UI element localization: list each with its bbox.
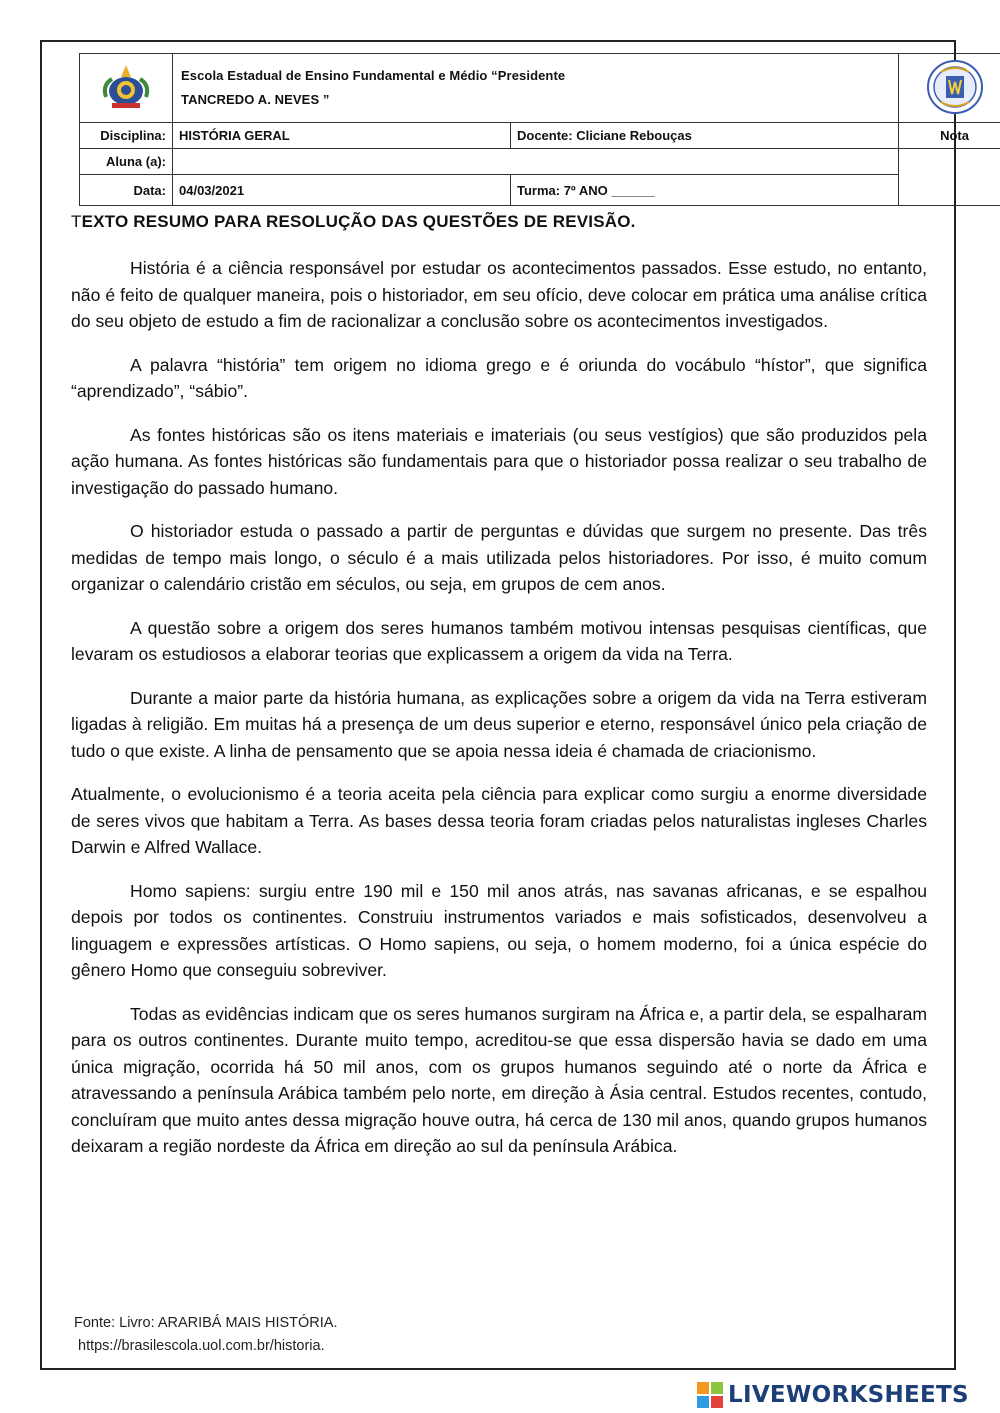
data-value: 04/03/2021 bbox=[173, 175, 511, 206]
aluna-label: Aluna (a): bbox=[80, 149, 173, 175]
source-citation bbox=[74, 1312, 338, 1358]
title-rest: EXTO RESUMO PARA RESOLUÇÃO DAS QUESTÕES DE REVISÃO. bbox=[81, 212, 636, 231]
source-url[interactable]: https://brasilescola.uol.com.br/historia. bbox=[78, 1338, 325, 1354]
paragraph-africa-migracao: Todas as evidências indicam que os seres humanos surgiram na África e, a partir dela, se espalharam para os outros continentes. Durante muito tempo, acreditou-se que essa dispersão havia se dado em uma única migração, ocorrida há 50 mil anos, com os grupos humanos seguindo até o norte da África e atravessando a península Arábica também pelo norte, em direção à Ásia central. Estudos recentes, contudo, concluíram que muito antes dessa migração houve outra, há cerca de 130 mil anos, quando grupos humanos deixaram a região nordeste da África em direção ao sul da península Arábica. bbox=[71, 1003, 928, 1156]
paragraph-fontes-historicas: As fontes históricas são os itens materiais e imateriais (ou seus vestígios) que são produzidos pela ação humana. As fontes históricas são fundamentais para que o historiador possa realizar o seu trabalho de investigação do passado humano. bbox=[71, 424, 927, 498]
nota-field[interactable] bbox=[899, 149, 1000, 206]
school-seal-icon bbox=[923, 58, 987, 116]
paragraph-evolucionismo: Atualmente, o evolucionismo é a teoria aceita pela ciência para explicar como surgiu a enorme diversidade de seres vivos que habitam a Terra. As bases dessa teoria foram criadas pelos naturalistas ingleses Charles Darwin e Alfred Wallace. bbox=[71, 784, 927, 857]
liveworksheets-logo-icon bbox=[697, 1382, 723, 1408]
aluna-field[interactable] bbox=[173, 149, 899, 175]
disciplina-label: Disciplina: bbox=[80, 123, 173, 149]
state-emblem-icon bbox=[100, 61, 152, 113]
docente-field: Docente: Cliciane Rebouças bbox=[511, 123, 899, 149]
state-emblem-cell bbox=[80, 54, 173, 123]
liveworksheets-watermark bbox=[697, 1381, 969, 1409]
paragraph-historiador: O historiador estuda o passado a partir de perguntas e dúvidas que surgem no presente. Das três medidas de tempo mais longo, o século é a mais utilizada pelos historiadores. Por isso, é muito comum organizar o calendário cristão em séculos, ou seja, em grupos de cem anos. bbox=[71, 521, 927, 594]
data-label: Data: bbox=[80, 175, 173, 206]
document-body bbox=[71, 255, 927, 1177]
paragraph-palavra-historia: A palavra “história” tem origem no idioma grego e é oriunda do vocábulo “hístor”, que significa “aprendizado”, “sábio”. bbox=[71, 354, 927, 401]
paragraph-criacionismo: Durante a maior parte da história humana, as explicações sobre a origem da vida na Terra estiveram ligadas à religião. Em muitas há a presença de um deus superior e eterno, responsável único pela criação de tudo o que existe. A linha de pensamento que se apoia nessa ideia é chamada de criacionismo. bbox=[71, 687, 927, 761]
source-book: Fonte: Livro: ARARIBÁ MAIS HISTÓRIA. bbox=[74, 1315, 338, 1331]
turma-field: Turma: 7º ANO ______ bbox=[511, 175, 899, 206]
liveworksheets-brand: LIVEWORKSHEETS bbox=[728, 1382, 969, 1408]
paragraph-homo-sapiens: Homo sapiens: surgiu entre 190 mil e 150 mil anos atrás, nas savanas africanas, e se espalhou depois por todos os continentes. Construiu instrumentos variados e mais sofisticados, desenvolveu a linguagem e expressões artísticas. O Homo sapiens, ou seja, o homem moderno, foi a única espécie do gênero Homo que conseguiu sobreviver. bbox=[71, 880, 927, 980]
school-header-table bbox=[79, 53, 1000, 206]
school-logo-cell bbox=[899, 54, 1000, 123]
school-name-line1: Escola Estadual de Ensino Fundamental e Médio “Presidente bbox=[181, 68, 566, 83]
title-first-letter: T bbox=[71, 212, 82, 231]
nota-label: Nota bbox=[899, 123, 1000, 149]
school-name bbox=[173, 54, 899, 123]
disciplina-value: HISTÓRIA GERAL bbox=[173, 123, 511, 149]
document-title bbox=[71, 212, 636, 232]
school-name-line2: TANCREDO A. NEVES ” bbox=[181, 92, 330, 107]
paragraph-origem-seres-humanos: A questão sobre a origem dos seres humanos também motivou intensas pesquisas científicas, que levaram os estudiosos a elaborar teorias que explicassem a origem da vida na Terra. bbox=[71, 617, 927, 664]
paragraph-historia: História é a ciência responsável por estudar os acontecimentos passados. Esse estudo, no entanto, não é feito de qualquer maneira, pois o historiador, em seu ofício, deve colocar em prática uma análise crítica do seu objeto de estudo a fim de racionalizar a conclusão sobre os acontecimentos investigados. bbox=[71, 258, 927, 331]
